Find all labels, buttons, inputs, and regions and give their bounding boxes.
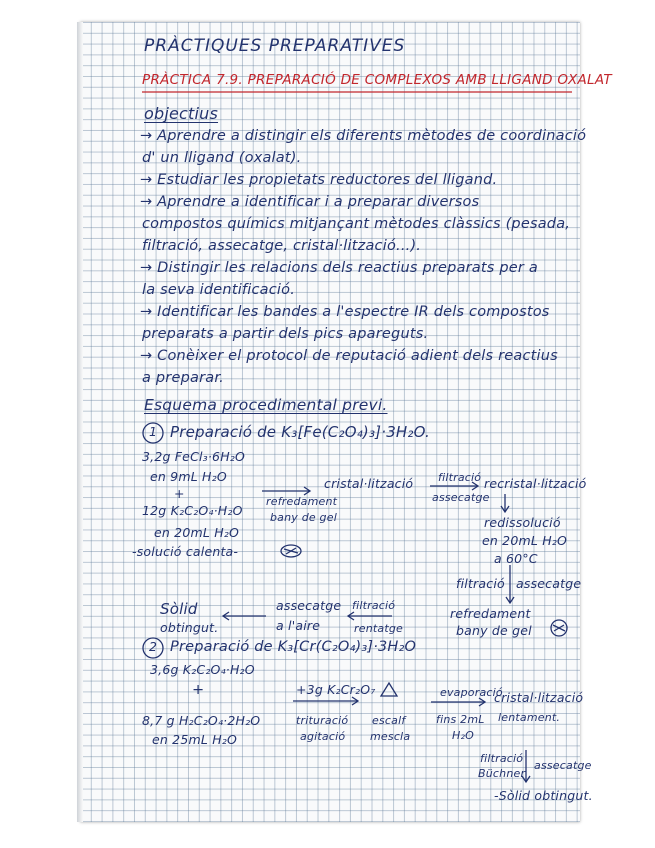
heat-label: escalf (372, 714, 406, 727)
reagent-oxalate-note: -solució calenta- (132, 544, 239, 559)
reagent-oxalic-solvent: en 25mL H₂O (152, 732, 238, 747)
step-crystallisation: cristal·lització (324, 476, 414, 491)
prep-2-title: Preparació de K₃[Cr(C₂O₄)₃]·3H₂O (170, 639, 417, 655)
arrow-cooling-sublabel: bany de gel (270, 511, 337, 524)
filtration-label: filtració (456, 576, 505, 591)
trituration-label: trituració (296, 714, 349, 727)
dichromate-label: +3g K₂Cr₂O₇ (296, 682, 376, 697)
redissolution-volume: en 20mL H₂O (482, 533, 568, 548)
objective-line: d' un lligand (oxalat). (142, 150, 302, 166)
buchner-label: Büchner (478, 767, 526, 780)
reagent-oxalate-solvent: en 20mL H₂O (154, 525, 240, 540)
objective-line: → Aprendre a distingir els diferents mètodes de coordinació (140, 128, 587, 144)
objective-line: la seva identificació. (142, 282, 296, 298)
practice-subtitle: PRÀCTICA 7.9. PREPARACIÓ DE COMPLEXOS AMB LLIGAND OXALAT (142, 72, 612, 88)
arrow-filtration-label: filtració (438, 471, 482, 484)
drying-2-label: assecatge (534, 759, 592, 772)
reagent-k2c2o4: 3,6g K₂C₂O₄·H₂O (150, 662, 255, 677)
air-dry-label: assecatge (276, 598, 342, 613)
objective-line: → Distingir les relacions dels reactius preparats per a (140, 260, 538, 276)
mixture-label: mescla (370, 730, 411, 743)
rinse-filtration-label: filtració (352, 599, 396, 612)
objective-line: compostos químics mitjançant mètodes clàssics (pesada, (142, 216, 571, 232)
rinse-label: rentatge (354, 622, 403, 635)
step-recrystallisation: recristal·lització (484, 476, 587, 491)
objective-line: → Aprendre a identificar i a preparar diversos (140, 194, 480, 210)
page-title: PRÀCTIQUES PREPARATIVES (144, 36, 406, 56)
objective-line: → Conèixer el protocol de reputació adient dels reactius (140, 348, 558, 364)
objective-line: a preparar. (142, 370, 224, 386)
evaporation-label: evaporació (440, 686, 503, 699)
stirring-label: agitació (300, 730, 346, 743)
arrow-drying-label: assecatge (432, 491, 490, 504)
air-dry-sublabel: a l'aire (276, 618, 321, 633)
product-2-label: -Sòlid obtingut. (494, 788, 593, 803)
step-crystallisation-2: cristal·lització (494, 690, 584, 705)
plus-sign-2: + (192, 682, 205, 698)
evaporation-volume-label: fins 2mL (436, 713, 485, 726)
objective-line: preparats a partir dels pics apareguts. (142, 326, 429, 342)
prep-1-title: Preparació de K₃[Fe(C₂O₄)₃]·3H₂O. (170, 423, 430, 441)
objective-line: → Estudiar les propietats reductores del lligand. (140, 172, 498, 188)
heat-triangle-icon (381, 683, 397, 696)
redissolution-temperature: a 60°C (494, 551, 538, 566)
notebook-page (80, 22, 612, 822)
reagent-oxalic-acid: 8,7 g H₂C₂O₄·2H₂O (142, 713, 261, 728)
product-1-sublabel: obtingut. (160, 620, 219, 635)
arrow-cooling-label: refredament (266, 495, 338, 508)
evaporation-water-label: H₂O (452, 729, 474, 742)
step-2-number: 2 (149, 639, 158, 654)
objective-line: filtració, assecatge, cristal·lització...). (142, 238, 422, 254)
scheme-heading: Esquema procedimental previ. (144, 396, 388, 414)
ice-bath-label: bany de gel (456, 623, 532, 638)
filtration-2-label: filtració (480, 752, 524, 765)
slowly-label: lentament. (498, 711, 561, 724)
plus-sign: + (174, 486, 185, 501)
redissolution-label: redissolució (484, 515, 561, 530)
objective-line: → Identificar les bandes a l'espectre IR dels compostos (140, 304, 550, 320)
reagent-oxalate: 12g K₂C₂O₄·H₂O (142, 503, 243, 518)
reagent-fecl3: 3,2g FeCl₃·6H₂O (142, 449, 246, 464)
step-1-number: 1 (149, 424, 158, 439)
drying-label: assecatge (516, 576, 582, 591)
reagent-fecl3-solvent: en 9mL H₂O (150, 469, 227, 484)
cooling-label: refredament (450, 606, 531, 621)
objectives-heading: objectius (144, 104, 219, 123)
product-1-label: Sòlid (160, 600, 198, 618)
